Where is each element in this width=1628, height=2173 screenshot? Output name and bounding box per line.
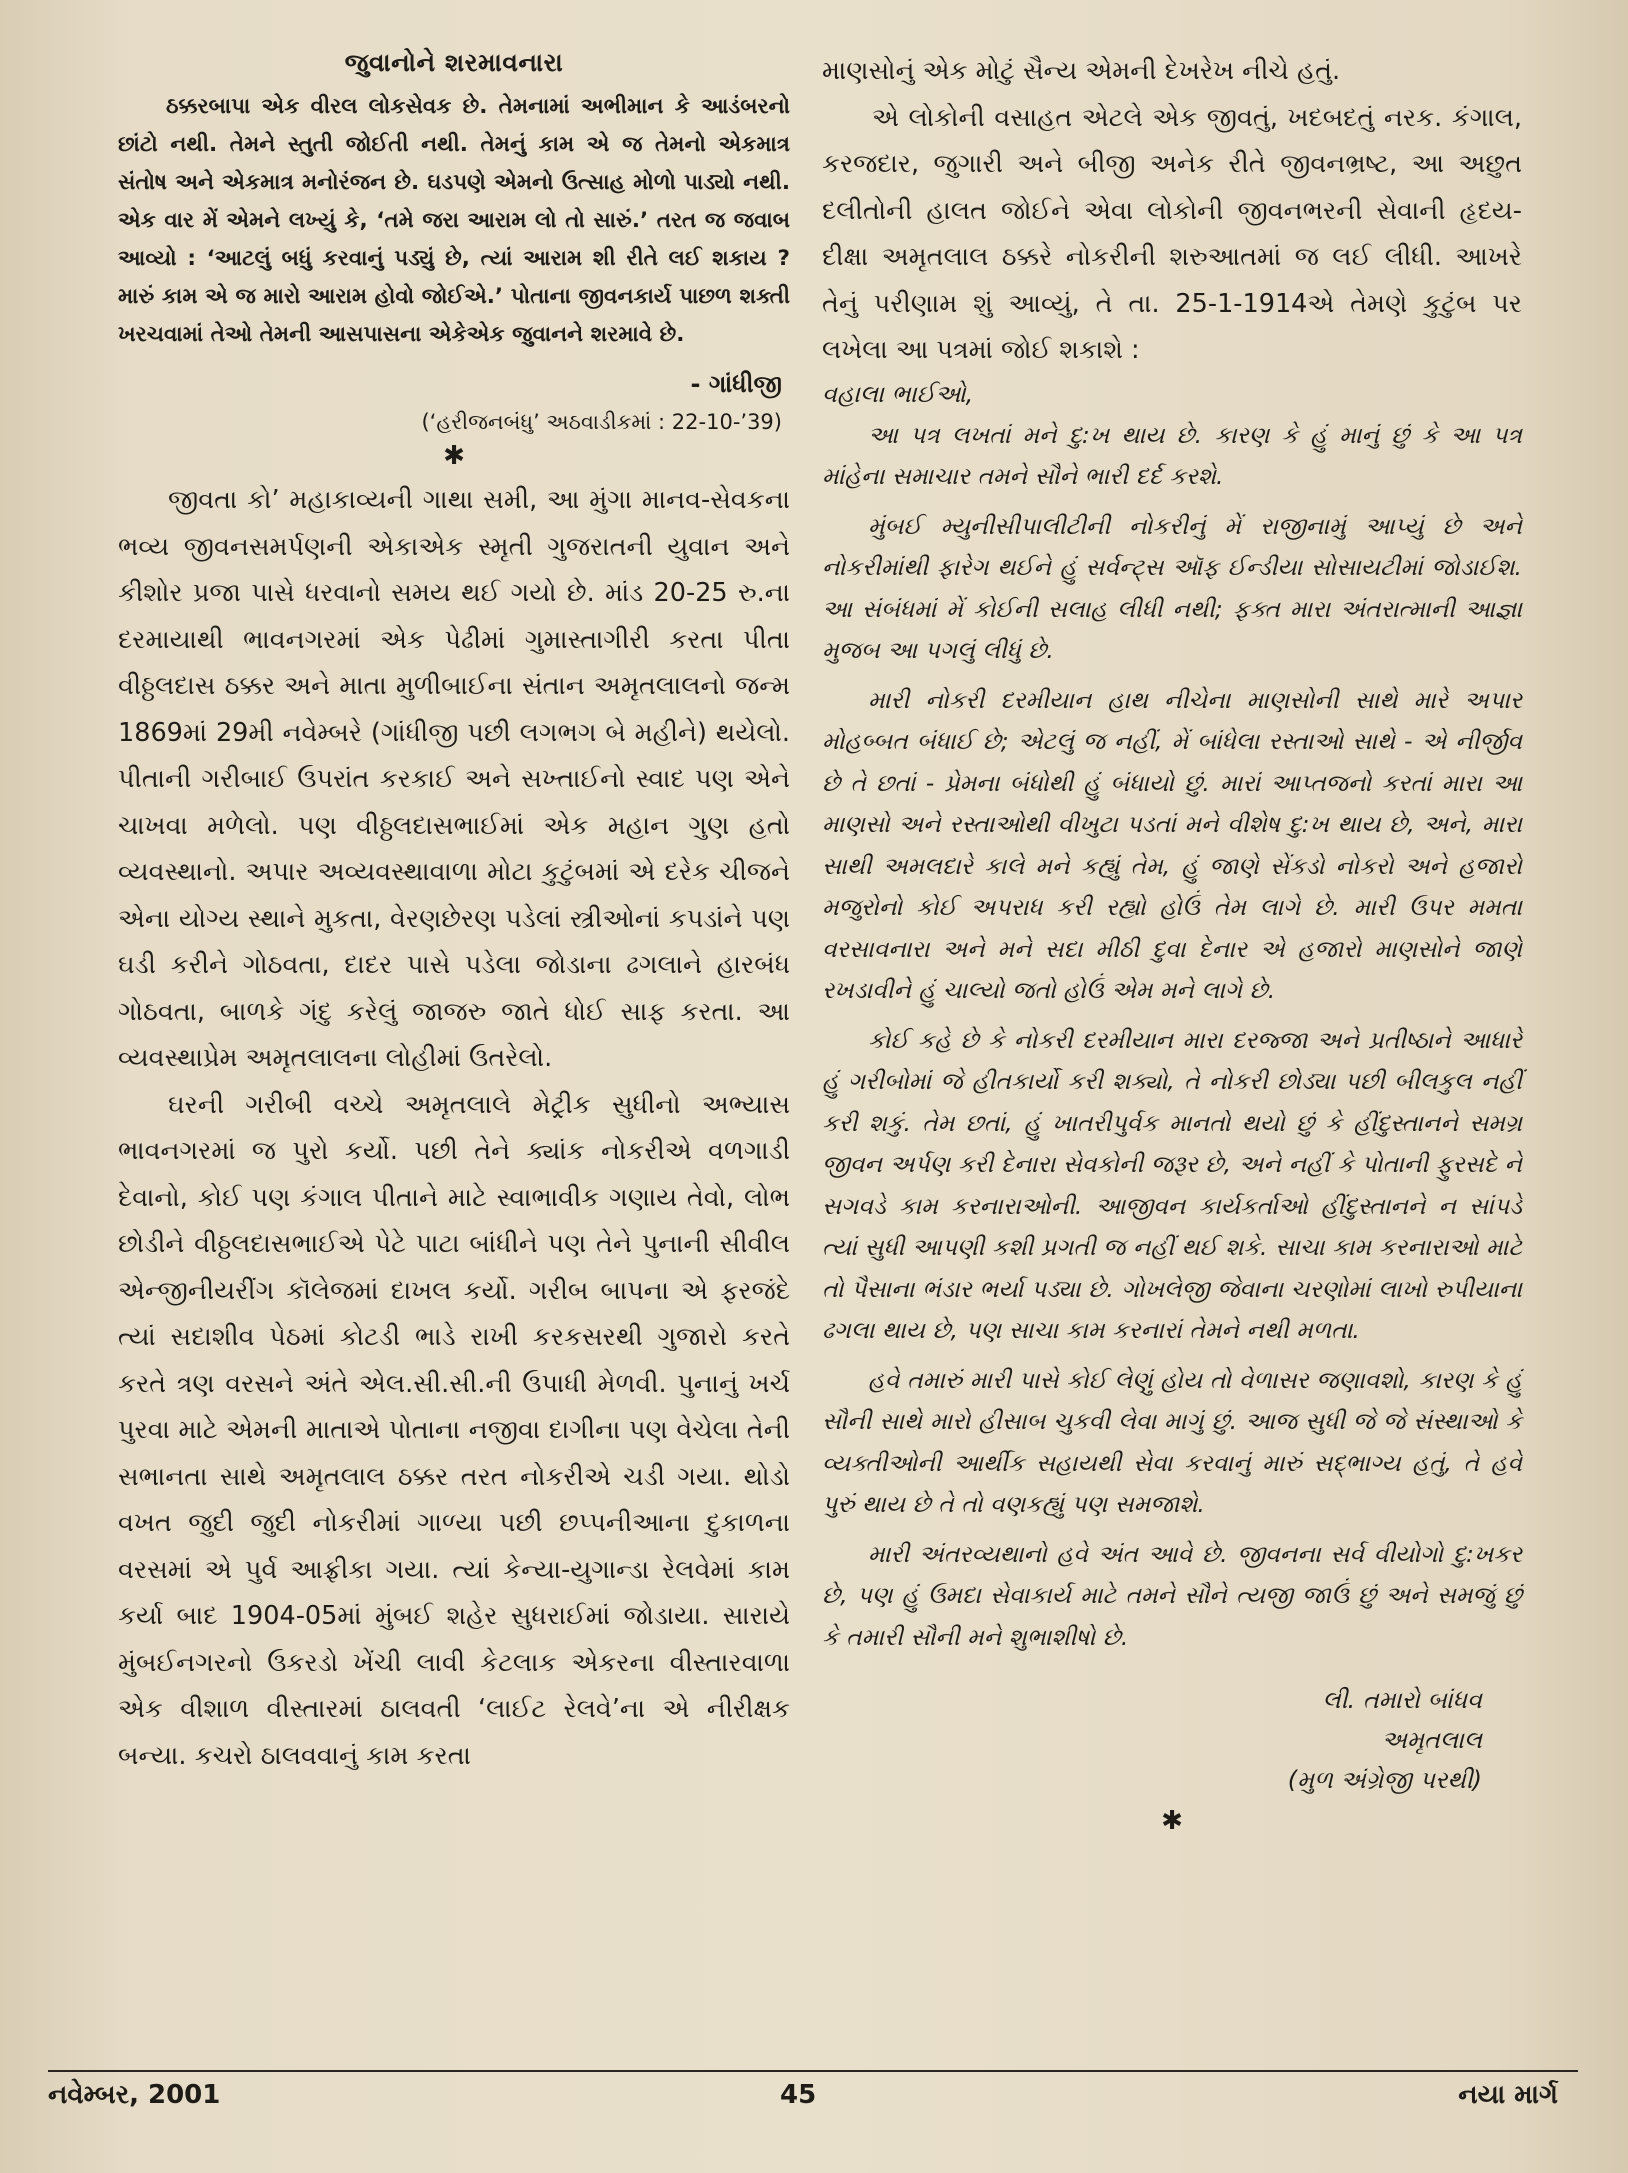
letter-paragraph: હવે તમારું મારી પાસે કોઈ લેણું હોય તો વેળાસર જણાવશો, કારણ કે હું સૌની સાથે મારો હીસાબ ચુકવી લેવા માગું છું. આજ સુધી જે જે સંસ્થાઓ કે વ્યક્તીઓની આર્થીક સહાયથી સેવા કરવાનું મારું સદ્ભાગ્ય હતું, તે હવે પુરું થાય છે તે તો વણકહ્યું પણ સમજાશે. bbox=[822, 1365, 1522, 1518]
magazine-name: નયા માર્ગ bbox=[1458, 2080, 1558, 2110]
letter-greeting: વહાલા ભાઈઓ, bbox=[822, 379, 974, 408]
letter-paragraph: કોઈ કહે છે કે નોકરી દરમીયાન મારા દરજ્જા અને પ્રતીષ્ઠાને આધારે હું ગરીબોમાં જે હીતકાર્યો કરી શક્યો, તે નોકરી છોડ્યા પછી બીલકુલ નહીં કરી શકું. તેમ છતાં, હું ખાતરીપુર્વક માનતો થયો છું કે હીંદુસ્તાનને સમગ્ર જીવન અર્પણ કરી દેનારા સેવકોની જરૂર છે, અને નહીં કે પોતાની ફુરસદે ને સગવડે કામ કરનારાઓની. આજીવન કાર્યકર્તાઓ હીંદુસ્તાનને ન સાંપડે ત્યાં સુધી આપણી કશી પ્રગતી જ નહીં થઈ શકે. સાચા કામ કરનારાઓ માટે તો પૈસાના ભંડાર ભર્યા પડ્યા છે. ગોખલેજી જેવાના ચરણોમાં લાખો રુપીયાના ઢગલા થાય છે, પણ સાચા કામ કરનારાં તેમને નથી મળતા. bbox=[822, 1025, 1522, 1344]
body-paragraph-2: ઘરની ગરીબી વચ્ચે અમૃતલાલે મેટ્રીક સુધીનો અભ્યાસ ભાવનગરમાં જ પુરો કર્યો. પછી તેને ક્યાંક નોકરીએ વળગાડી દેવાનો, કોઈ પણ કંગાલ પીતાને માટે સ્વાભાવીક ગણાય તેવો, લોભ છોડીને વીઠ્ઠલદાસભાઈએ પેટે પાટા બાંધીને પણ તેને પુનાની સીવીલ એન્જીનીયરીંગ કૉલેજમાં દાખલ કર્યો. ગરીબ બાપના એ ફરજંદે ત્યાં સદાશીવ પેઠમાં કોટડી ભાડે રાખી કરકસરથી ગુજારો કરતે કરતે ત્રણ વરસને અંતે એલ.સી.સી.ની ઉપાધી મેળવી. પુનાનું ખર્ચ પુરવા માટે એમની માતાએ પોતાના નજીવા દાગીના પણ વેચેલા તેની સભાનતા સાથે અમૃતલાલ ઠક્કર તરત નોકરીએ ચડી ગયા. થોડો વખત જુદી જુદી નોકરીમાં ગાળ્યા પછી છપ્પનીઆના દુકાળના વરસમાં એ પુર્વ આફ્રીકા ગયા. ત્યાં કેન્યા-યુગાન્ડા રેલવેમાં કામ કર્યા બાદ 1904-05માં મુંબઈ શહેર સુધરાઈમાં જોડાયા. સારાયે મુંબઈનગરનો ઉકરડો ખેંચી લાવી કેટલાક એકરના વીસ્તારવાળા એક વીશાળ વીસ્તારમાં ઠાલવતી ‘લાઈટ રેલવે’ના એ નીરીક્ષક બન્યા. કચરો ઠાલવવાનું કામ કરતા bbox=[118, 1089, 790, 1771]
quote-body: ઠક્કરબાપા એક વીરલ લોકસેવક છે. તેમનામાં અભીમાન કે આડંબરનો છાંટો નથી. તેમને સ્તુતી જોઈતી નથી. તેમનું કામ એ જ તેમનો એકમાત્ર સંતોષ અને એકમાત્ર મનોરંજન છે. ઘડપણે એમનો ઉત્સાહ મોળો પાડ્યો નથી. એક વાર મેં એમને લખ્યું કે, ‘તમે જરા આરામ લો તો સારું.’ તરત જ જવાબ આવ્યો : ‘આટલું બધું કરવાનું પડ્યું છે, ત્યાં આરામ શી રીતે લઈ શકાય ? મારું કામ એ જ મારો આરામ હોવો જોઈએ.’ પોતાના જીવનકાર્ય પાછળ શક્તી ખરચવામાં તેઓ તેમની આસપાસના એકેએક જુવાનને શરમાવે છે. bbox=[118, 94, 790, 347]
footer-rule bbox=[48, 2070, 1578, 2072]
letter-paragraph: મારી અંતરવ્યથાનો હવે અંત આવે છે. જીવનના સર્વ વીયોગો દુ:ખકર છે, પણ હું ઉમદા સેવાકાર્ય માટે તમને સૌને ત્યજી જાઉં છું અને સમજું છું કે તમારી સૌની મને શુભાશીષો છે. bbox=[822, 1539, 1522, 1651]
letter-paragraph: મારી નોકરી દરમીયાન હાથ નીચેના માણસોની સાથે મારે અપાર મોહબ્બત બંધાઈ છે; એટલું જ નહીં, મેં બાંધેલા રસ્તાઓ સાથે - એ નીર્જીવ છે તે છતાં - પ્રેમના બંધોથી હું બંધાયો છું. મારાં આપ્તજનો કરતાં મારા આ માણસો અને રસ્તાઓથી વીખુટા પડતાં મને વીશેષ દુ:ખ થાય છે, અને, મારા સાથી અમલદારે કાલે મને કહ્યું તેમ, હું જાણે સેંકડો નોકરો અને હજારો મજુરોનો કોઈ અપરાધ કરી રહ્યો હોઉં તેમ લાગે છે. મારી ઉપર મમતા વરસાવનારા અને મને સદા મીઠી દુવા દેનાર એ હજારો માણસોને જાણે રખડાવીને હું ચાલ્યો જતો હોઉં એમ મને લાગે છે. bbox=[822, 685, 1522, 1004]
closing-note: (મુળ અંગ્રેજી પરથી) bbox=[1287, 1766, 1482, 1794]
separator-star: ✱ bbox=[1161, 1806, 1183, 1836]
letter-paragraph: આ પત્ર લખતાં મને દુ:ખ થાય છે. કારણ કે હું માનું છું કે આ પત્ર માંહેના સમાચાર તમને સૌને ભારી દર્દ કરશે. bbox=[822, 420, 1522, 490]
body-paragraph-3: માણસોનું એક મોટું સૈન્ય એમની દેખરેખ નીચે હતું. bbox=[822, 56, 1341, 86]
closing-signer: અમૃતલાલ bbox=[1381, 1726, 1482, 1754]
quote-box bbox=[118, 48, 790, 435]
quote-title: જુવાનોને શરમાવનારા bbox=[344, 48, 564, 77]
body-paragraph-4: એ લોકોની વસાહત એટલે એક જીવતું, ખદબદતું નરક. કંગાલ, કરજદાર, જુગારી અને બીજી અનેક રીતે જીવનભ્રષ્ટ, આ અછુત દલીતોની હાલત જોઈને એવા લોકોની જીવનભરની સેવાની હૃદય-દીક્ષા અમૃતલાલ ઠક્કરે નોકરીની શરુઆતમાં જ લઈ લીધી. આખરે તેનું પરીણામ શું આવ્યું, તે તા. 25-1-1914એ તેમણે કુટુંબ પર લખેલા આ પત્રમાં જોઈ શકાશે : bbox=[822, 102, 1522, 365]
footer-date: નવેમ્બર, 2001 bbox=[48, 2080, 221, 2110]
page-number: 45 bbox=[780, 2080, 817, 2110]
separator-star: ✱ bbox=[443, 441, 465, 471]
quote-source: (‘હરીજનબંધુ’ અઠવાડીકમાં : 22-10-’39) bbox=[421, 410, 782, 434]
letter bbox=[822, 374, 1522, 1801]
left-column bbox=[118, 48, 790, 1779]
letter-paragraph: મુંબઈ મ્યુનીસીપાલીટીની નોકરીનું મેં રાજીનામું આપ્યું છે અને નોકરીમાંથી ફારેગ થઈને હું સર્વન્ટ્સ ઑફ ઈન્ડીયા સોસાયટીમાં જોડાઈશ. આ સંબંધમાં મેં કોઈની સલાહ લીધી નથી; ફક્ત મારા અંતરાત્માની આજ્ઞા મુજબ આ પગલું લીધું છે. bbox=[822, 511, 1522, 664]
quote-signature: - ગાંધીજી bbox=[690, 370, 782, 398]
right-column bbox=[822, 48, 1522, 1842]
letter-closing bbox=[822, 1680, 1522, 1800]
closing-line: લી. તમારો બાંધવ bbox=[1322, 1686, 1482, 1714]
body-paragraph-1: જીવતા કો’ મહાકાવ્યની ગાથા સમી, આ મુંગા માનવ-સેવકના ભવ્ય જીવનસમર્પણની એકાએક સ્મૃતી ગુજરાતની યુવાન અને કીશોર પ્રજા પાસે ધરવાનો સમય થઈ ગયો છે. માંડ 20-25 રુ.ના દરમાયાથી ભાવનગરમાં એક પેઢીમાં ગુમાસ્તાગીરી કરતા પીતા વીઠ્ઠલદાસ ઠક્કર અને માતા મુળીબાઈના સંતાન અમૃતલાલનો જન્મ 1869માં 29મી નવેમ્બરે (ગાંધીજી પછી લગભગ બે મહીને) થયેલો. પીતાની ગરીબાઈ ઉપરાંત કરકાઈ અને સખ્તાઈનો સ્વાદ પણ એને ચાખવા મળેલો. પણ વીઠ્ઠલદાસભાઈમાં એક મહાન ગુણ હતો વ્યવસ્થાનો. અપાર અવ્યવસ્થાવાળા મોટા કુટુંબમાં એ દરેક ચીજને એના યોગ્ય સ્થાને મુકતા, વેરણછેરણ પડેલાં સ્ત્રીઓનાં કપડાંને પણ ઘડી કરીને ગોઠવતા, દાદર પાસે પડેલા જોડાના ઢગલાને હારબંધ ગોઠવતા, બાળકે ગંદુ કરેલું જાજરુ જાતે ધોઈ સાફ કરતા. આ વ્યવસ્થાપ્રેમ અમૃતલાલના લોહીમાં ઉતરેલો. bbox=[118, 485, 790, 1073]
